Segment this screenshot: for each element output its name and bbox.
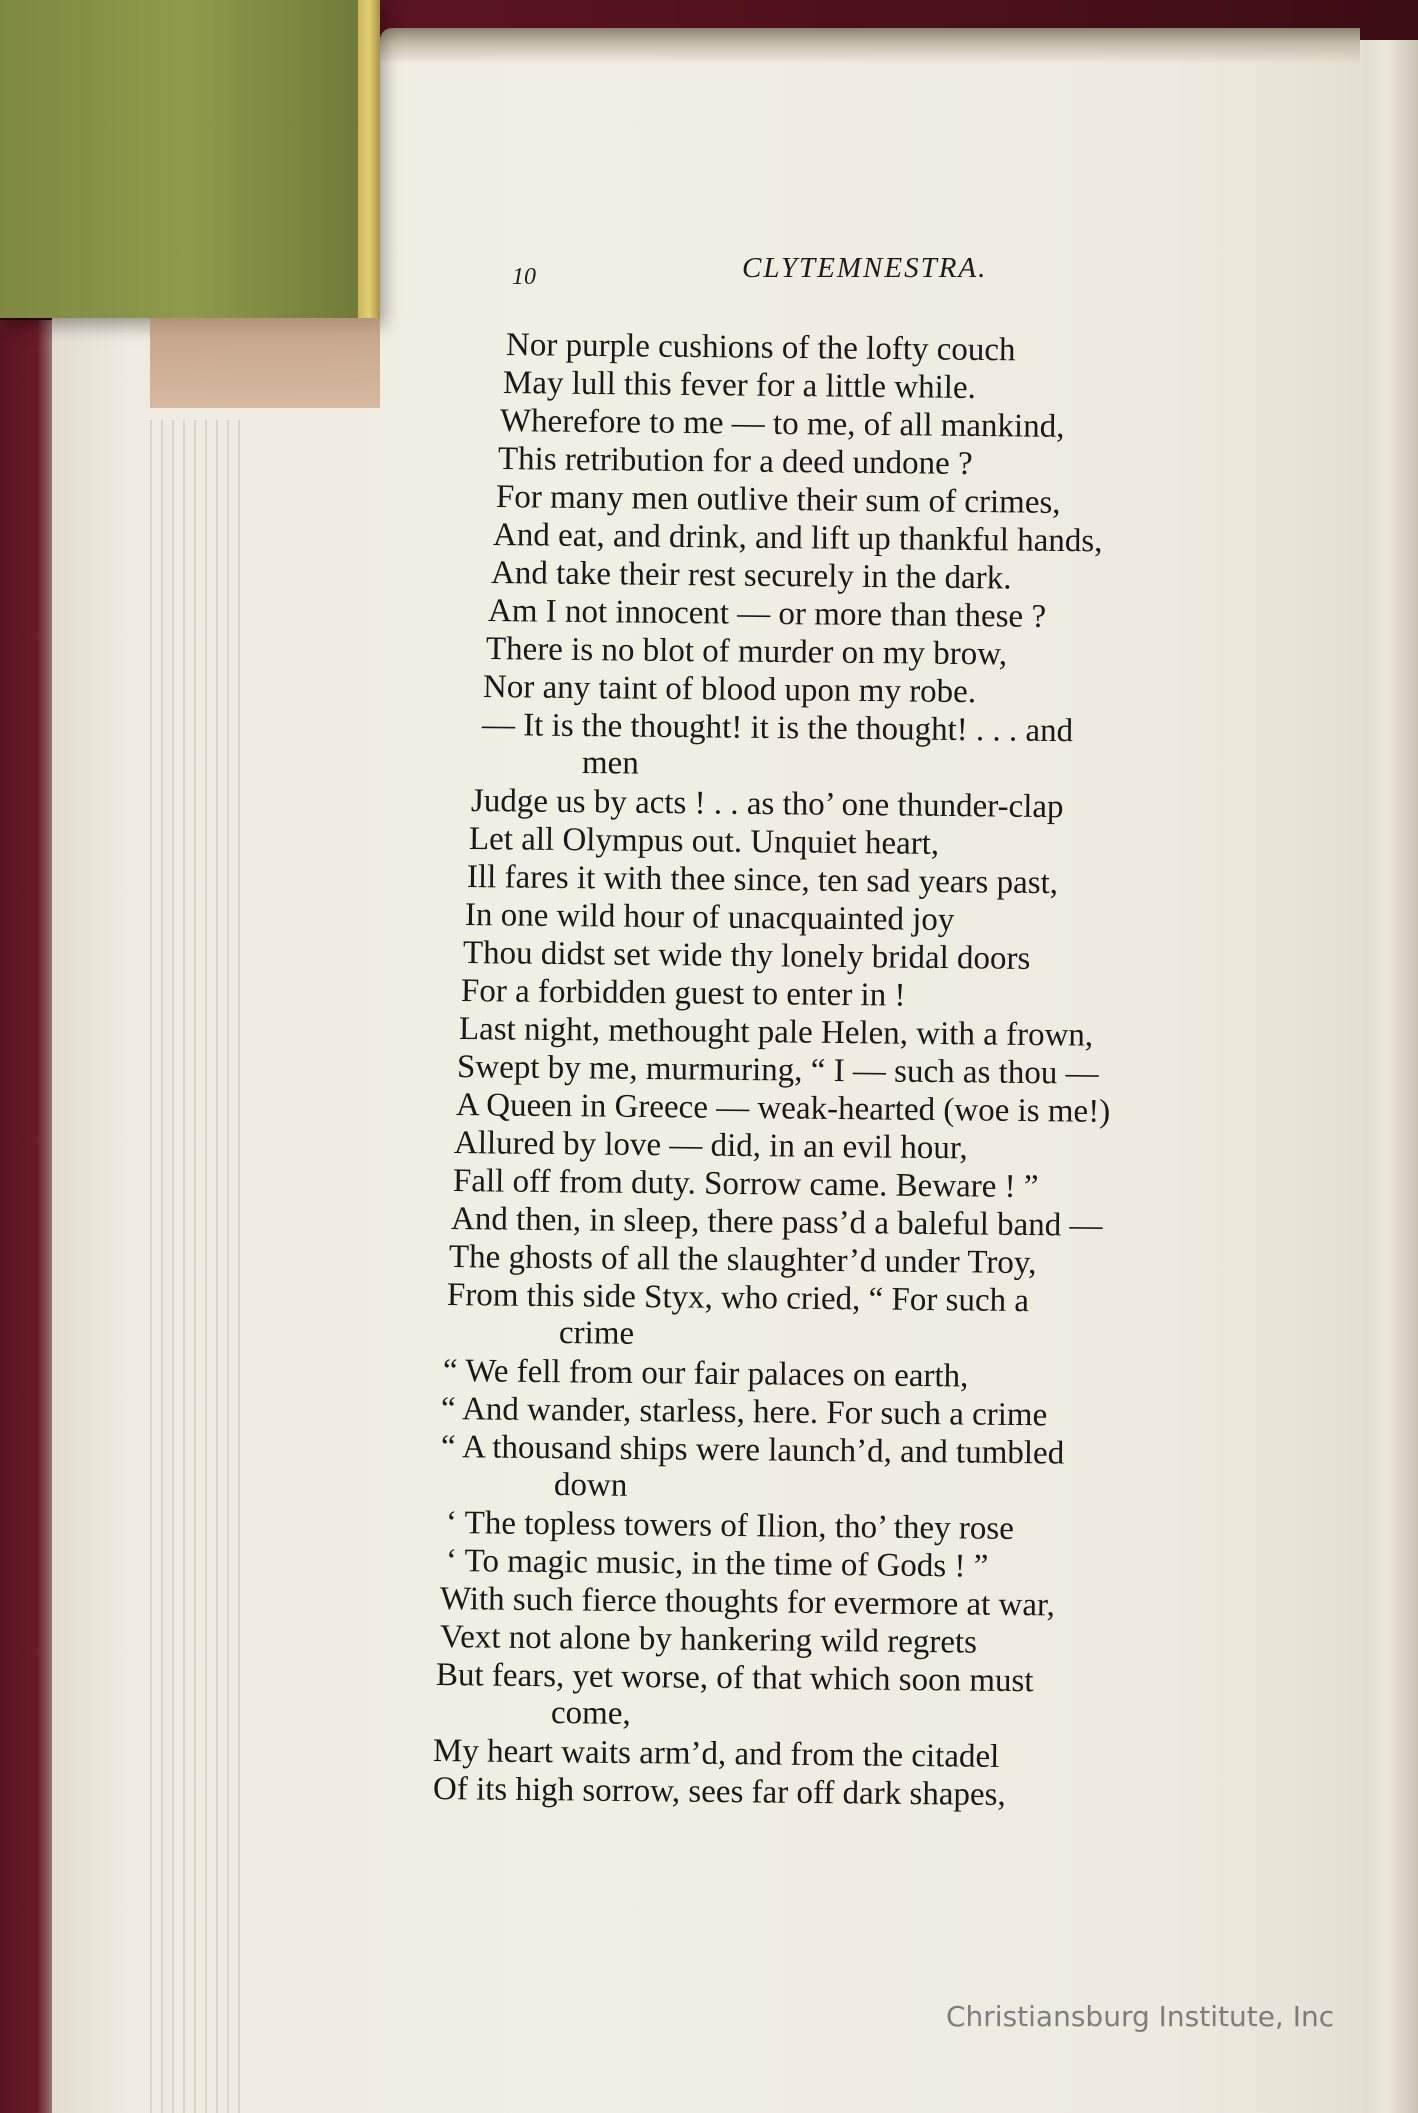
poem-line: For many men outlive their sum of crimes, bbox=[495, 479, 1061, 521]
poem-line: Nor purple cushions of the lofty couch bbox=[505, 327, 1016, 369]
poem-line-continuation: crime bbox=[558, 1315, 635, 1352]
poem-line: Am I not innocent — or more than these ? bbox=[487, 593, 1047, 635]
poem-line: With such fierce thoughts for evermore at war, bbox=[439, 1581, 1056, 1624]
poem-line: May lull this fever for a little while. bbox=[502, 365, 977, 406]
poem-line-continuation: men bbox=[581, 745, 640, 782]
poem-line: For a forbidden guest to enter in ! bbox=[460, 973, 906, 1014]
poem-line: “ And wander, starless, here. For such a crime bbox=[440, 1391, 1048, 1434]
poem-line: “ We fell from our fair palaces on earth, bbox=[442, 1353, 969, 1395]
poem-line: ‘ To magic music, in the time of Gods ! ” bbox=[445, 1543, 989, 1585]
poem-line: Ill fares it with thee since, ten sad years past, bbox=[466, 859, 1059, 902]
poem-line: In one wild hour of unacquainted joy bbox=[464, 897, 955, 939]
poem-line: Of its high sorrow, sees far off dark shapes, bbox=[432, 1771, 1006, 1813]
poem-line: This retribution for a deed undone ? bbox=[497, 441, 973, 482]
poem-line: Swept by me, murmuring, “ I — such as thou — bbox=[456, 1049, 1099, 1092]
poem-line: “ A thousand ships were launch’d, and tumbled bbox=[440, 1429, 1065, 1472]
page-number: 10 bbox=[512, 264, 536, 290]
poem-line: There is no blot of murder on my brow, bbox=[485, 631, 1008, 673]
poem-line-continuation: come, bbox=[550, 1695, 631, 1732]
poem-line: Thou didst set wide thy lonely bridal doors bbox=[462, 935, 1031, 977]
watermark-text: Christiansburg Institute, Inc bbox=[946, 2000, 1335, 2033]
poem-line: Wherefore to me — to me, of all mankind, bbox=[499, 403, 1065, 445]
poem-line: Let all Olympus out. Unquiet heart, bbox=[468, 821, 940, 862]
poem-line-continuation: down bbox=[553, 1467, 628, 1504]
poem-line: And eat, and drink, and lift up thankful hands, bbox=[492, 517, 1103, 560]
poem-line: And then, in sleep, there pass’d a baleful band — bbox=[450, 1201, 1103, 1244]
poem-line: Nor any taint of blood upon my robe. bbox=[482, 669, 977, 711]
poem-line: And take their rest securely in the dark. bbox=[490, 555, 1012, 597]
poem-line: But fears, yet worse, of that which soon must bbox=[435, 1657, 1034, 1700]
running-head: CLYTEMNESTRA. bbox=[742, 252, 988, 284]
poem-line: — It is the thought! it is the thought! . . . and bbox=[481, 707, 1074, 750]
poem-line: Allured by love — did, in an evil hour, bbox=[453, 1125, 968, 1167]
poem-line: Fall off from duty. Sorrow came. Beware ! ” bbox=[452, 1163, 1039, 1206]
poem-line: Judge us by acts ! . . as tho’ one thunder-clap bbox=[470, 783, 1064, 826]
poem-line: ‘ The topless towers of Ilion, tho’ they rose bbox=[445, 1505, 1015, 1547]
poem-line: From this side Styx, who cried, “ For such a bbox=[446, 1277, 1030, 1320]
poem-line: The ghosts of all the slaughter’d under Troy, bbox=[448, 1239, 1037, 1282]
poem-line: A Queen in Greece — weak-hearted (woe is me!) bbox=[455, 1087, 1111, 1130]
poem-line: Vext not alone by hankering wild regrets bbox=[439, 1619, 978, 1661]
poem-line: My heart waits arm’d, and from the citadel bbox=[432, 1733, 1000, 1775]
poem-line: Last night, methought pale Helen, with a frown, bbox=[458, 1011, 1094, 1054]
